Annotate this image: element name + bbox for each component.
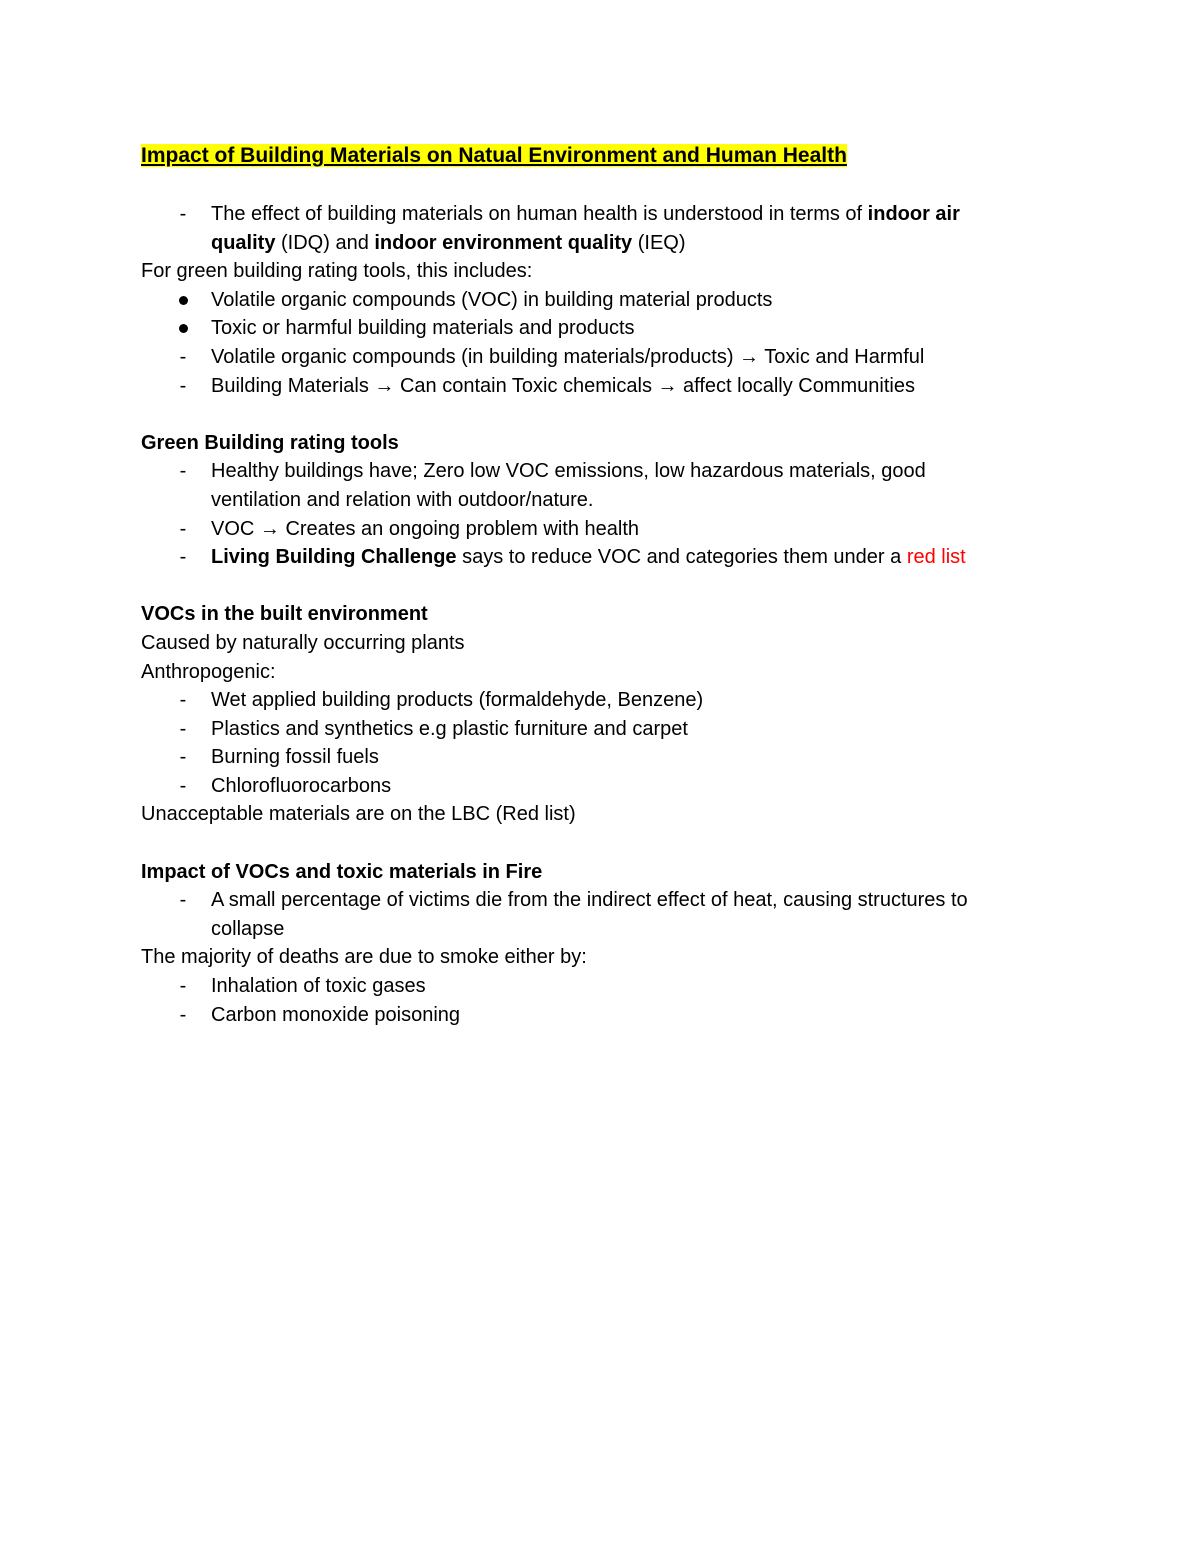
rating-intro: For green building rating tools, this includes: <box>141 260 533 283</box>
dash-text: VOC → Creates an ongoing problem with health <box>211 517 640 540</box>
dash-marker <box>173 200 193 229</box>
section-heading-fire: Impact of VOCs and toxic materials in Fire <box>141 860 543 883</box>
dash-text: Wet applied building products (formaldehyde, Benzene) <box>211 689 704 712</box>
dash-marker <box>173 715 193 744</box>
dash-marker <box>173 457 193 486</box>
list-item <box>141 343 1041 372</box>
list-item <box>141 314 1041 343</box>
intro-text-pre: The effect of building materials on human health is understood in terms of <box>211 203 868 225</box>
dash-marker <box>173 772 193 801</box>
bold-term-quality: quality <box>211 231 276 254</box>
list-item <box>141 200 1041 257</box>
list-item <box>141 715 1041 744</box>
paragraph-line: Anthropogenic: <box>141 660 276 683</box>
bullet-text: Volatile organic compounds (VOC) in building material products <box>211 288 773 311</box>
document-title: Impact of Building Materials on Natual Environment and Human Health <box>141 144 847 167</box>
dash-marker <box>173 515 193 544</box>
bullet-text: Toxic or harmful building materials and products <box>211 317 635 340</box>
dash-marker <box>173 543 193 572</box>
intro-text-post: (IEQ) <box>632 231 686 254</box>
dash-marker <box>173 972 193 1001</box>
item-text-line: A small percentage of victims die from the indirect effect of heat, causing structures to <box>211 889 968 912</box>
list-item <box>141 743 1041 772</box>
item-text-line: Healthy buildings have; Zero low VOC emissions, low hazardous materials, good <box>211 460 926 483</box>
dash-text: Inhalation of toxic gases <box>211 975 426 998</box>
list-item <box>141 515 1041 544</box>
list-item <box>141 1001 1041 1030</box>
bold-term-lbc: Living Building Challenge <box>211 546 457 569</box>
dash-marker <box>173 343 193 372</box>
intro-text-mid: (IDQ) and <box>275 231 375 254</box>
dash-text: Volatile organic compounds (in building materials/products) → Toxic and Harmful <box>211 345 925 368</box>
list-item <box>141 543 1041 572</box>
bold-term-ieq: indoor environment quality <box>374 231 633 254</box>
list-item <box>141 772 1041 801</box>
dash-marker <box>173 1001 193 1030</box>
red-list-text: red list <box>906 546 966 569</box>
section-heading-vocs: VOCs in the built environment <box>141 603 428 626</box>
paragraph-line: Caused by naturally occurring plants <box>141 631 465 654</box>
dash-marker <box>173 372 193 401</box>
bullet-marker <box>179 324 188 333</box>
dash-marker <box>173 743 193 772</box>
title-line <box>141 140 1041 172</box>
list-item <box>141 457 1041 514</box>
dash-text: Burning fossil fuels <box>211 746 379 769</box>
paragraph-line: The majority of deaths are due to smoke either by: <box>141 946 587 969</box>
list-item <box>141 686 1041 715</box>
dash-marker <box>173 686 193 715</box>
item-text-line: collapse <box>211 917 285 940</box>
dash-text: Building Materials → Can contain Toxic chemicals → affect locally Communities <box>211 374 915 397</box>
dash-text: says to reduce VOC and categories them under a <box>456 546 907 569</box>
bold-term-indoor-air: indoor air <box>867 203 960 225</box>
dash-marker <box>173 886 193 915</box>
dash-text: Carbon monoxide poisoning <box>211 1003 461 1026</box>
dash-text: Plastics and synthetics e.g plastic furniture and carpet <box>211 717 688 740</box>
list-item <box>141 372 1041 401</box>
dash-text: Chlorofluorocarbons <box>211 774 392 797</box>
list-item <box>141 886 1041 943</box>
list-item <box>141 286 1041 315</box>
paragraph-line: Unacceptable materials are on the LBC (Red list) <box>141 803 576 826</box>
item-text-line: ventilation and relation with outdoor/nature. <box>211 488 594 511</box>
section-heading-green-building: Green Building rating tools <box>141 431 399 454</box>
list-item <box>141 972 1041 1001</box>
document-page <box>141 140 1041 1029</box>
bullet-marker <box>179 296 188 305</box>
